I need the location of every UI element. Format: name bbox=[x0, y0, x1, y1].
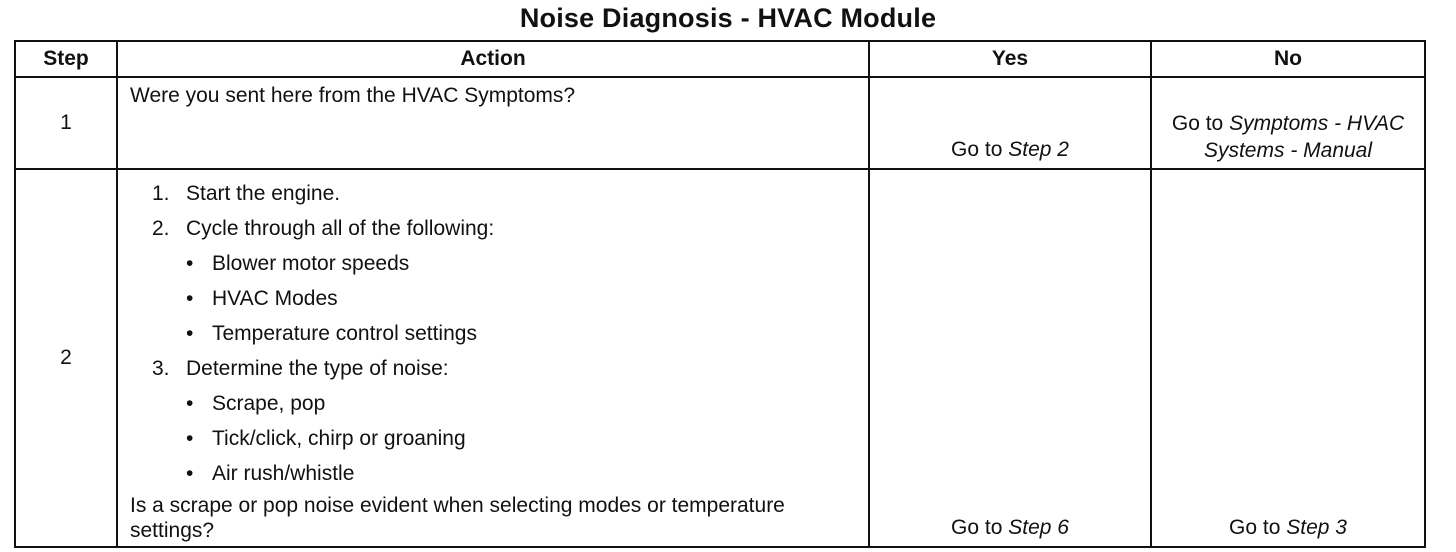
action-cell bbox=[117, 169, 869, 547]
list-item: 3. Determine the type of noise: bbox=[152, 357, 449, 380]
header-step: Step bbox=[15, 41, 117, 77]
bullet-icon: • bbox=[186, 392, 194, 415]
step-number: 1 bbox=[15, 77, 117, 169]
yes-step-link[interactable]: Step 6 bbox=[1008, 516, 1069, 539]
list-item: • Scrape, pop bbox=[130, 386, 856, 421]
no-step-link[interactable]: Step 3 bbox=[1286, 516, 1347, 539]
list-item: • Tick/click, chirp or groaning bbox=[130, 421, 856, 456]
table-row bbox=[15, 77, 1425, 169]
yes-prefix: Go to bbox=[951, 516, 1009, 539]
no-cell bbox=[1151, 169, 1425, 547]
yes-cell bbox=[869, 77, 1151, 169]
no-prefix: Go to bbox=[1229, 516, 1287, 539]
list-item: • Blower motor speeds bbox=[130, 246, 856, 281]
page-title: Noise Diagnosis - HVAC Module bbox=[519, 3, 937, 33]
no-symptoms-link[interactable]: Symptoms - HVAC Systems - Manual bbox=[1203, 112, 1405, 162]
action-question: Is a scrape or pop noise evident when selecting modes or temperature settings? bbox=[130, 494, 785, 542]
bullet-icon: • bbox=[186, 252, 194, 275]
list-item: • HVAC Modes bbox=[130, 281, 856, 316]
action-question: Were you sent here from the HVAC Symptoms? bbox=[130, 84, 576, 107]
yes-prefix: Go to bbox=[951, 138, 1009, 161]
list-item: • Air rush/whistle bbox=[130, 456, 856, 491]
yes-cell bbox=[869, 169, 1151, 547]
header-no: No bbox=[1151, 41, 1425, 77]
step-number: 2 bbox=[15, 169, 117, 547]
bullet-icon: • bbox=[186, 462, 194, 485]
bullet-icon: • bbox=[186, 427, 194, 450]
header-yes: Yes bbox=[869, 41, 1151, 77]
no-prefix: Go to bbox=[1171, 112, 1230, 135]
table-row bbox=[15, 169, 1425, 547]
list-item: 2. Cycle through all of the following: bbox=[152, 217, 495, 240]
bullet-icon: • bbox=[186, 322, 194, 345]
header-action: Action bbox=[117, 41, 869, 77]
action-cell bbox=[117, 77, 869, 169]
action-steps-list bbox=[130, 176, 856, 491]
bullet-icon: • bbox=[186, 287, 194, 310]
table-header-row bbox=[15, 41, 1425, 77]
yes-step-link[interactable]: Step 2 bbox=[1008, 138, 1069, 161]
list-item: 1. Start the engine. bbox=[152, 182, 341, 205]
no-cell bbox=[1151, 77, 1425, 169]
list-item: • Temperature control settings bbox=[130, 316, 856, 351]
diagnosis-table bbox=[14, 40, 1426, 548]
